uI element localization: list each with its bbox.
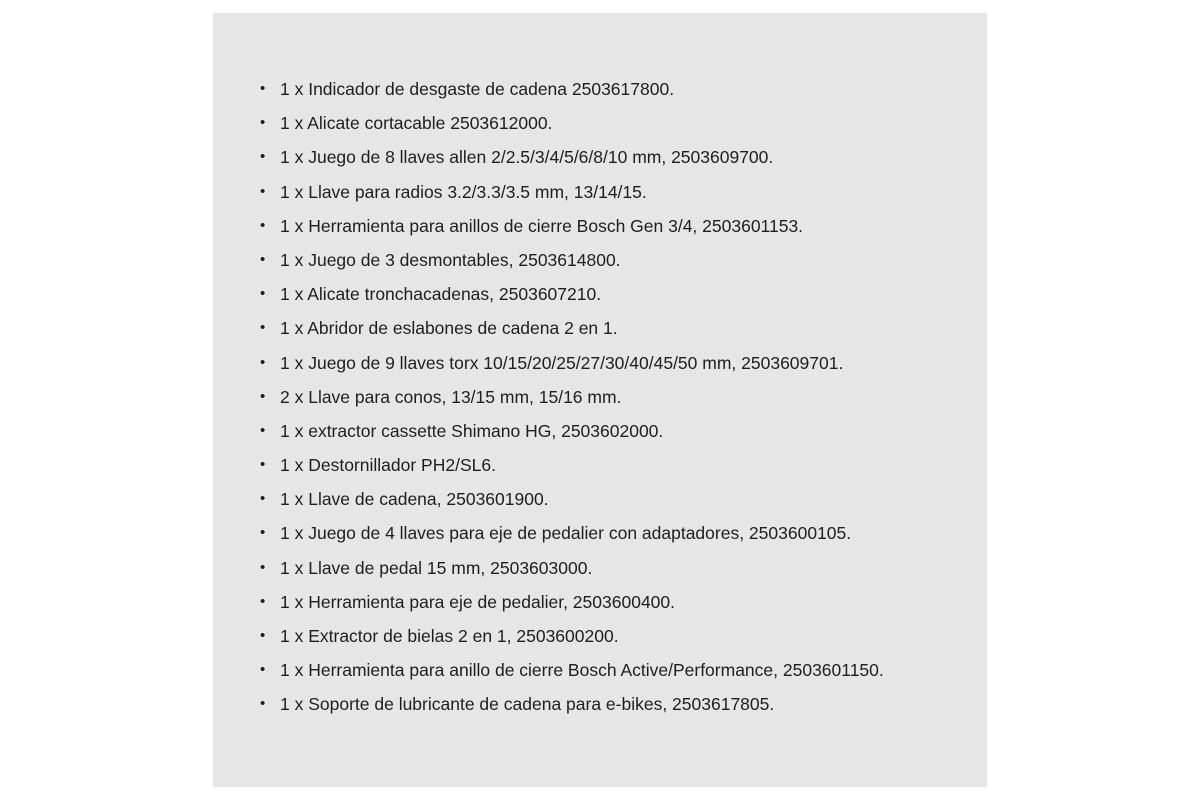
bullet-icon: • xyxy=(260,490,266,508)
list-item-text: 1 x Alicate tronchacadenas, 2503607210. xyxy=(280,284,602,305)
bullet-icon: • xyxy=(260,456,266,474)
bullet-icon: • xyxy=(260,216,266,234)
list-item-text: 1 x Indicador de desgaste de cadena 2503617800. xyxy=(280,79,675,99)
list-item-text: 1 x Herramienta para anillos de cierre Bosch Gen 3/4, 2503601153. xyxy=(280,215,804,236)
bullet-icon: • xyxy=(260,558,266,576)
list-item xyxy=(260,75,980,109)
bullet-icon: • xyxy=(260,524,266,542)
list-item-text: 1 x Extractor de bielas 2 en 1, 2503600200. xyxy=(280,626,619,646)
list-item xyxy=(260,349,980,383)
content-panel xyxy=(213,13,987,787)
tool-list xyxy=(260,75,980,725)
list-item-text: 1 x Juego de 3 desmontables, 2503614800. xyxy=(280,249,621,270)
list-item xyxy=(260,519,980,553)
list-item xyxy=(260,178,980,212)
list-item-text: 1 x Juego de 8 llaves allen 2/2.5/3/4/5/6/8/10 mm, 2503609700. xyxy=(280,147,774,168)
list-item-text: 1 x Herramienta para eje de pedalier, 2503600400. xyxy=(280,591,675,612)
list-item xyxy=(260,383,980,417)
list-item-text: 1 x Abridor de eslabones de cadena 2 en 1. xyxy=(280,318,618,339)
list-item-text: 2 x Llave para conos, 13/15 mm, 15/16 mm. xyxy=(280,386,622,407)
bullet-icon: • xyxy=(260,353,266,371)
list-item-text: 1 x Llave de cadena, 2503601900. xyxy=(280,489,549,510)
bullet-icon: • xyxy=(260,114,266,132)
bullet-icon: • xyxy=(260,285,266,303)
list-item xyxy=(260,212,980,246)
bullet-icon: • xyxy=(260,387,266,405)
list-item-text: 1 x extractor cassette Shimano HG, 2503602000. xyxy=(280,420,664,441)
bullet-icon: • xyxy=(260,319,266,337)
bullet-icon: • xyxy=(260,661,266,679)
list-item-text: 1 x Juego de 4 llaves para eje de pedalier con adaptadores, 2503600105. xyxy=(280,523,852,544)
list-item xyxy=(260,143,980,177)
list-item-text: 1 x Llave de pedal 15 mm, 2503603000. xyxy=(280,557,593,578)
bullet-icon: • xyxy=(260,592,266,610)
list-item-text: 1 x Juego de 9 llaves torx 10/15/20/25/27/30/40/45/50 mm, 2503609701. xyxy=(280,352,844,373)
list-item xyxy=(260,451,980,485)
list-item xyxy=(260,554,980,588)
bullet-icon: • xyxy=(260,148,266,166)
bullet-icon: • xyxy=(260,421,266,439)
list-item xyxy=(260,622,980,656)
list-item xyxy=(260,417,980,451)
bullet-icon: • xyxy=(260,627,266,644)
list-item xyxy=(260,485,980,519)
list-item-text: 1 x Soporte de lubricante de cadena para e-bikes, 2503617805. xyxy=(280,694,775,715)
list-item xyxy=(260,656,980,690)
list-item xyxy=(260,246,980,280)
list-item xyxy=(260,109,980,143)
bullet-icon: • xyxy=(260,182,266,200)
list-item-text: 1 x Destornillador PH2/SL6. xyxy=(280,455,496,476)
bullet-icon: • xyxy=(260,695,266,713)
list-item xyxy=(260,314,980,348)
list-item-text: 1 x Alicate cortacable 2503612000. xyxy=(280,113,553,134)
list-item-text: 1 x Llave para radios 3.2/3.3/3.5 mm, 13/14/15. xyxy=(280,181,647,202)
bullet-icon: • xyxy=(260,250,266,268)
list-item xyxy=(260,588,980,622)
list-item-text: 1 x Herramienta para anillo de cierre Bosch Active/Performance, 2503601150. xyxy=(280,660,884,681)
list-item xyxy=(260,280,980,314)
bullet-icon: • xyxy=(260,80,266,97)
list-item xyxy=(260,690,980,724)
